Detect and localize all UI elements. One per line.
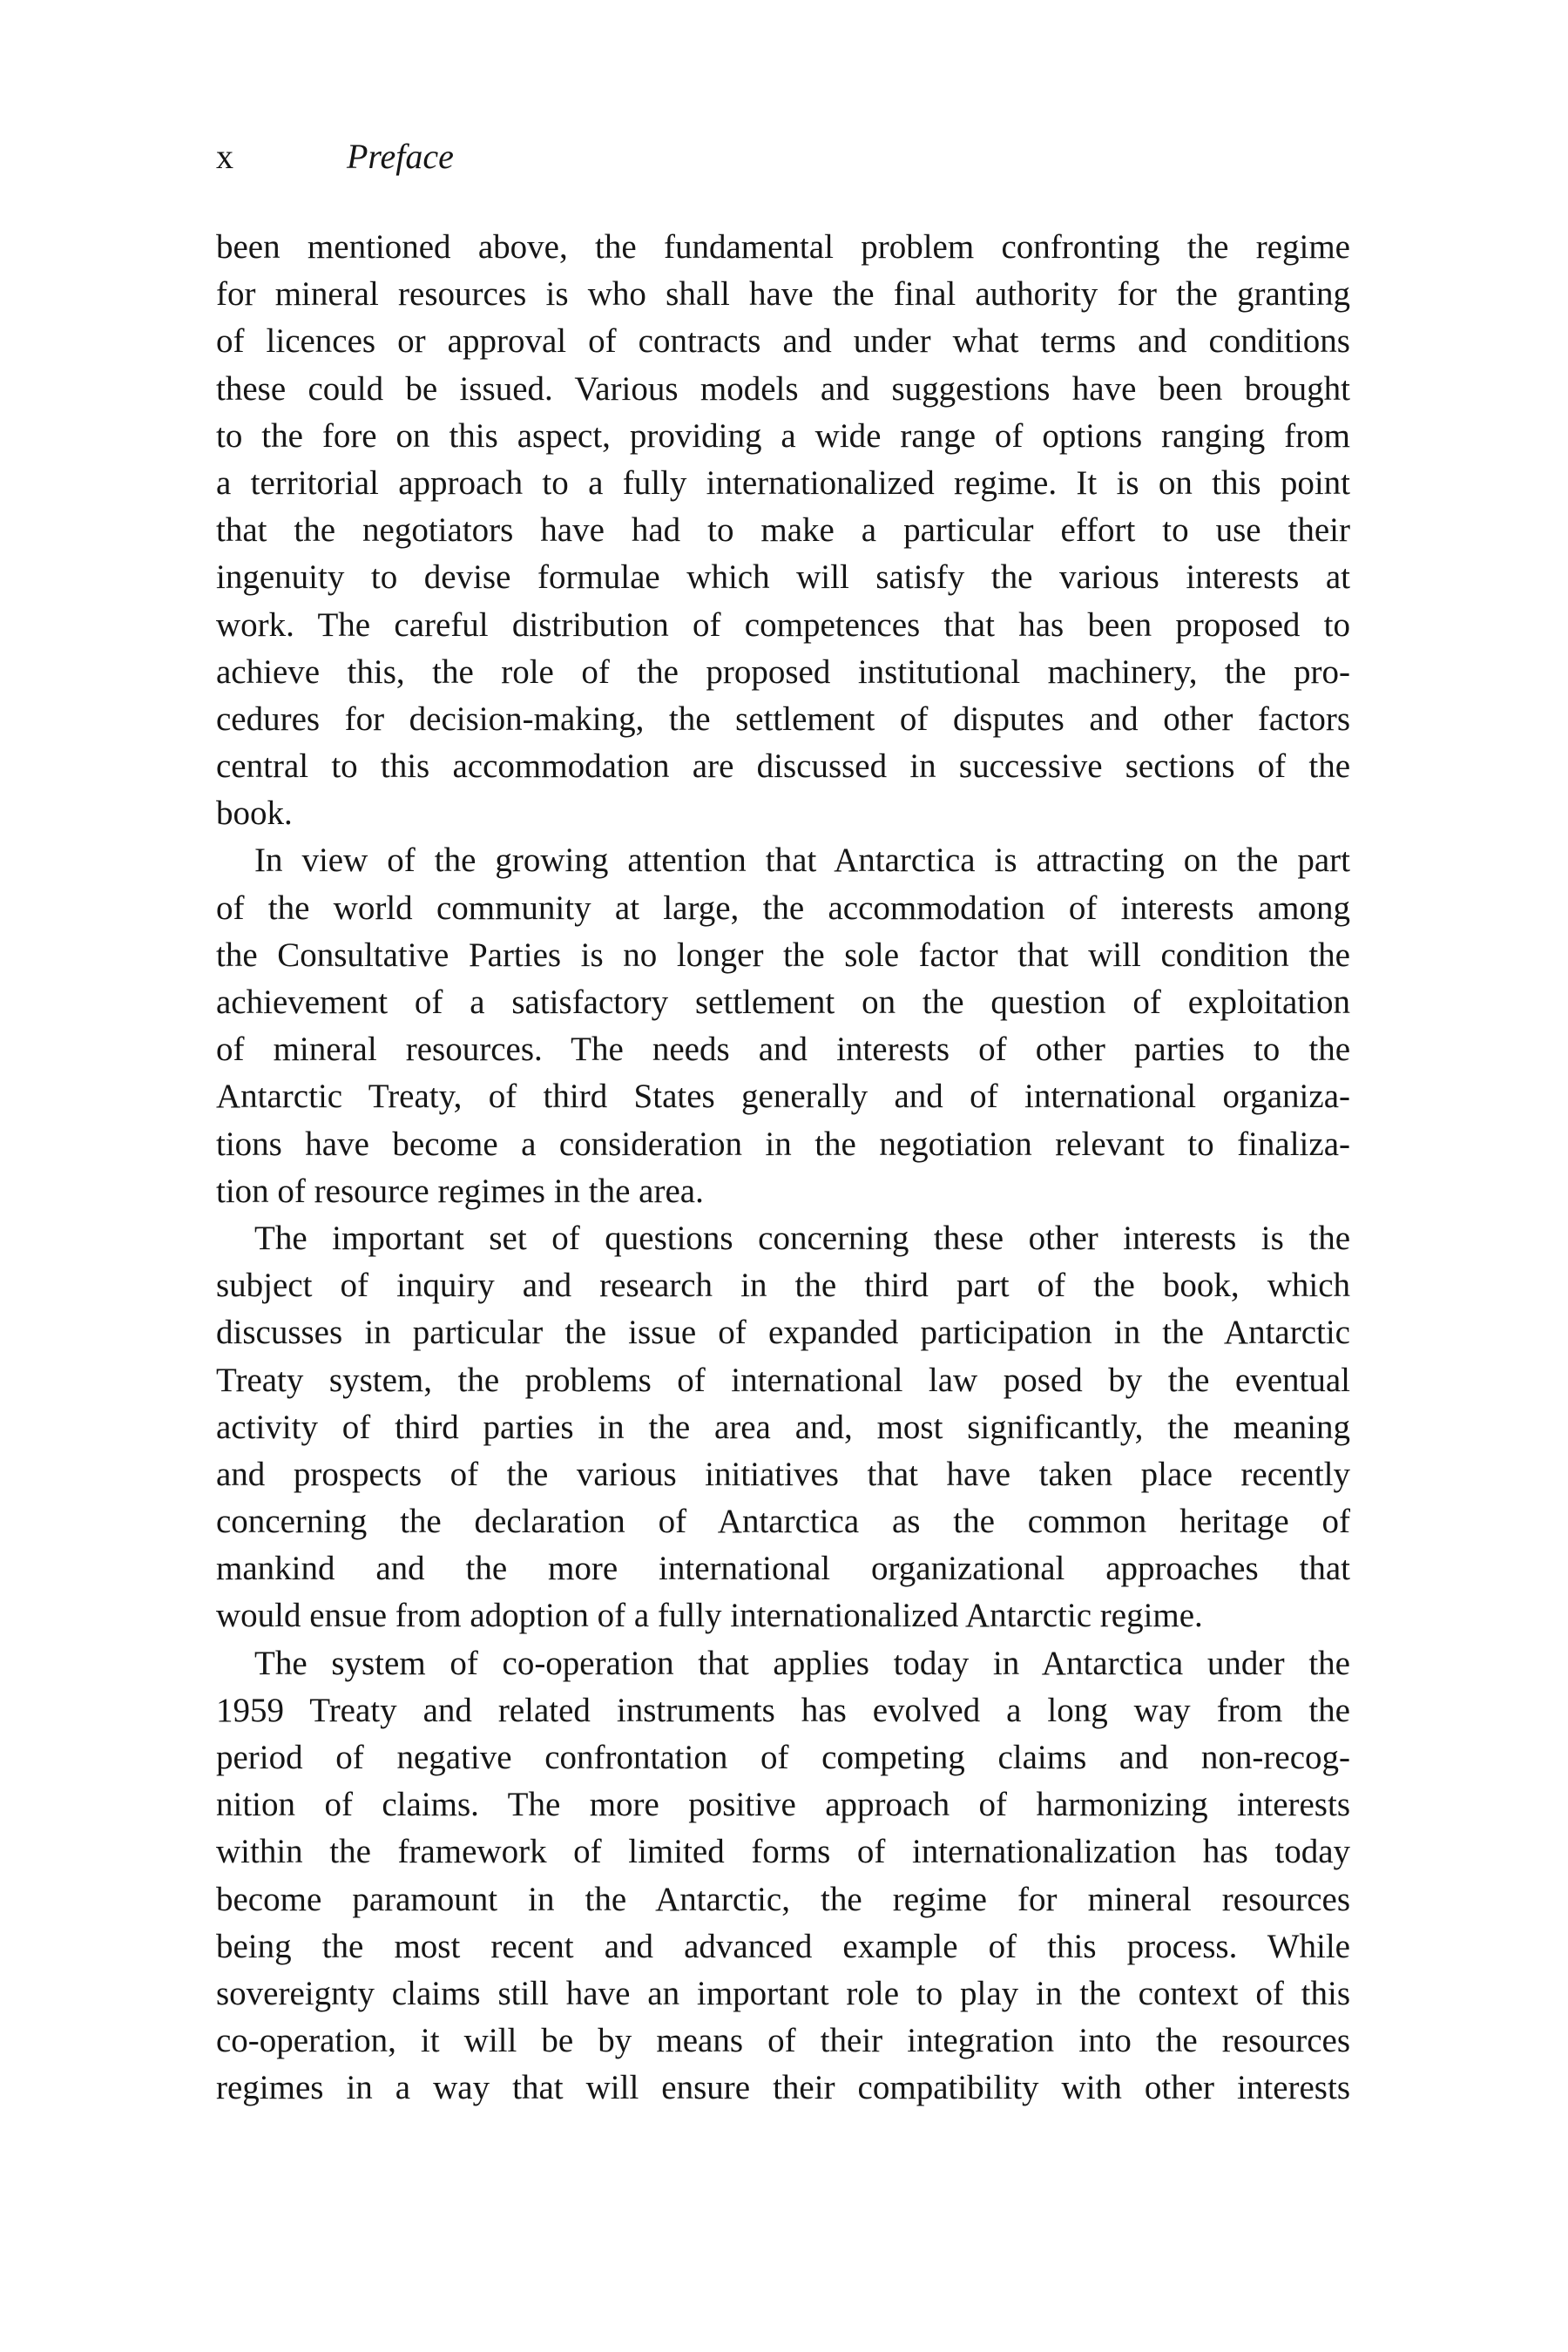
text-line: tion of resource regimes in the area.: [216, 1172, 704, 1210]
text-line: being the most recent and advanced example of this process. While: [216, 1927, 1350, 1965]
text-line: work. The careful distribution of competences that has been proposed to: [216, 605, 1350, 644]
text-line: a territorial approach to a fully internationalized regime. It is on this point: [216, 463, 1350, 502]
text-line: The important set of questions concerning these other interests is the: [254, 1219, 1350, 1257]
text-line: The system of co-operation that applies today in Antarctica under the: [254, 1644, 1350, 1682]
text-line: of the world community at large, the accommodation of interests among: [216, 889, 1350, 927]
text-line: achievement of a satisfactory settlement on the question of exploitation: [216, 983, 1350, 1021]
paragraph: [216, 224, 1350, 837]
text-line: nition of claims. The more positive approach of harmonizing interests: [216, 1786, 1350, 1824]
text-line: achieve this, the role of the proposed institutional machinery, the pro-: [216, 652, 1350, 691]
text-line: the Consultative Parties is no longer the sole factor that will condition the: [216, 936, 1350, 974]
text-line: to the fore on this aspect, providing a wide range of options ranging from: [216, 416, 1350, 455]
paragraph: [216, 837, 1350, 1215]
text-line: these could be issued. Various models and suggestions have been brought: [216, 369, 1350, 408]
text-line: for mineral resources is who shall have the final authority for the granting: [216, 275, 1350, 314]
paragraph: [216, 1215, 1350, 1640]
text-line: activity of third parties in the area and, most significantly, the meaning: [216, 1408, 1350, 1446]
text-line: of licences or approval of contracts and under what terms and conditions: [216, 322, 1350, 361]
page-number: x: [216, 137, 233, 176]
text-line: In view of the growing attention that Antarctica is attracting on the part: [254, 841, 1350, 880]
text-line: regimes in a way that will ensure their compatibility with other interests: [216, 2069, 1350, 2107]
text-line: Treaty system, the problems of international law posed by the eventual: [216, 1361, 1350, 1399]
text-line: mankind and the more international organizational approaches that: [216, 1550, 1350, 1588]
text-line: and prospects of the various initiatives that have taken place recently: [216, 1455, 1350, 1493]
text-line: book.: [216, 794, 293, 833]
paragraph: [216, 1640, 1350, 2112]
text-line: become paramount in the Antarctic, the regime for mineral resources: [216, 1880, 1350, 1918]
text-line: central to this accommodation are discussed in successive sections of the: [216, 747, 1350, 786]
text-line: cedures for decision-making, the settlement of disputes and other factors: [216, 700, 1350, 738]
text-line: would ensue from adoption of a fully internationalized Antarctic regime.: [216, 1597, 1203, 1635]
text-line: discusses in particular the issue of expanded participation in the Antarctic: [216, 1314, 1350, 1352]
text-line: sovereignty claims still have an important role to play in the context of this: [216, 1974, 1350, 2012]
running-title: Preface: [347, 137, 454, 176]
text-line: Antarctic Treaty, of third States generally and of international organiza-: [216, 1078, 1350, 1116]
text-line: of mineral resources. The needs and interests of other parties to the: [216, 1031, 1350, 1069]
text-line: tions have become a consideration in the negotiation relevant to finaliza-: [216, 1125, 1350, 1163]
text-line: been mentioned above, the fundamental problem confronting the regime: [216, 228, 1350, 266]
text-line: co-operation, it will be by means of their integration into the resources: [216, 2022, 1350, 2060]
text-line: period of negative confrontation of competing claims and non-recog-: [216, 1739, 1350, 1776]
text-line: within the framework of limited forms of internationalization has today: [216, 1833, 1350, 1871]
text-line: concerning the declaration of Antarctica as the common heritage of: [216, 1503, 1350, 1541]
text-line: 1959 Treaty and related instruments has evolved a long way from the: [216, 1691, 1350, 1729]
running-head: [216, 131, 454, 183]
text-line: subject of inquiry and research in the third part of the book, which: [216, 1267, 1350, 1305]
text-line: ingenuity to devise formulae which will satisfy the various interests at: [216, 558, 1350, 597]
body-text: [216, 224, 1350, 2112]
text-line: that the negotiators have had to make a particular effort to use their: [216, 511, 1350, 550]
